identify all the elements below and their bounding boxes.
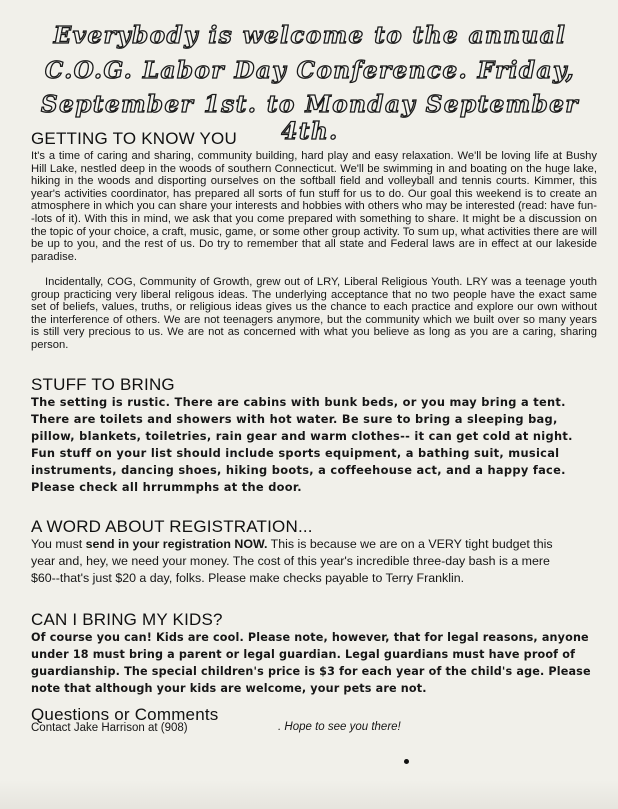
heading-stuff-to-bring: STUFF TO BRING [31, 375, 175, 394]
banner-line-3: September 1st. to Monday September 4th. [41, 91, 579, 145]
heading-getting-to-know-you: GETTING TO KNOW YOU [31, 129, 237, 148]
banner-line-1: Everybody is welcome to the annual [53, 22, 567, 49]
registration-lead: You must [31, 537, 86, 551]
paragraph-cog-history [31, 276, 597, 352]
banner-line-2: C.O.G. Labor Day Conference. Friday, [44, 57, 576, 84]
closing-line: . Hope to see you there! [278, 721, 401, 733]
contact-line: Contact Jake Harrison at (908) [31, 722, 188, 734]
bottom-edge-shadow [0, 780, 618, 809]
heading-kids: CAN I BRING MY KIDS? [31, 610, 223, 629]
paragraph-kids: Of course you can! Kids are cool. Please note, however, that for legal reasons, anyone under 18 must bring a parent or legal guardian. Legal guardians must have proof of guardianship. The special children's price is $3 for each year of the child's age. Please note that although your kids are welcome, your pets are not. [31, 631, 591, 695]
paragraph-registration [31, 536, 559, 587]
heading-questions: Questions or Comments [31, 705, 219, 724]
registration-rest: This is because we are on a VERY tight budget this year and, hey, we need your money. The cost of this year's incredible three-day bash is a mere $60--that's just $20 a day, folks. Please make checks payable to Terry Franklin. [31, 537, 553, 585]
paragraph-text: It's a time of caring and sharing, community building, hard play and easy relaxation. We'll be loving life at Bushy Hill Lake, nestled deep in the woods of southern Connecticut. We'll be swimming in and boating on the huge lake, hiking in the woods and disporting ourselves on the softball field and volleyball and tennis courts. Kimmer, this year's activities coordinator, has prepared all sorts of fun stuff for us to do. Our goal this weekend is to create an atmosphere in which you can share your interests and hobbies with others who may be interested (read: have fun--lots of it). With this in mind, we ask that you come prepared with something to share. It might be a discussion on the topic of your choice, a craft, music, game, or some other group activity. To sum up, what activities there are will be up to you, and the rest of us. Do try to remember that all state and Federal laws are in effect at our lakeside paradise. [31, 150, 597, 263]
registration-emphasis: send in your registration NOW. [85, 537, 268, 551]
paragraph-text: Incidentally, COG, Community of Growth, grew out of LRY, Liberal Religious Youth. LRY was a teenage youth group practicing very liberal religous ideas. The underlying acceptance that no two people have the exact same set of beliefs, values, truths, or religious ideas gives us the chance to each practice and explore our own without the interference of others. We are not teenagers anymore, but the community which we built over so many years is still very precious to us. We are not as concerned with what you believe as long as you are a caring, sharing person. [31, 276, 597, 351]
ink-dot [404, 759, 409, 764]
paragraph-getting-to-know-you [31, 150, 597, 263]
paragraph-stuff-to-bring: The setting is rustic. There are cabins with bunk beds, or you may bring a tent. There are toilets and showers with hot water. Be sure to bring a sleeping bag, pillow, blankets, toiletries, rain gear and warm clothes-- it can get cold at night. Fun stuff on your list should include sports equipment, a bathing suit, musical instruments, dancing shoes, hiking boots, a coffeehouse act, and a happy face. Please check all hrrummphs at the door. [31, 395, 573, 494]
heading-registration: A WORD ABOUT REGISTRATION... [31, 517, 313, 536]
